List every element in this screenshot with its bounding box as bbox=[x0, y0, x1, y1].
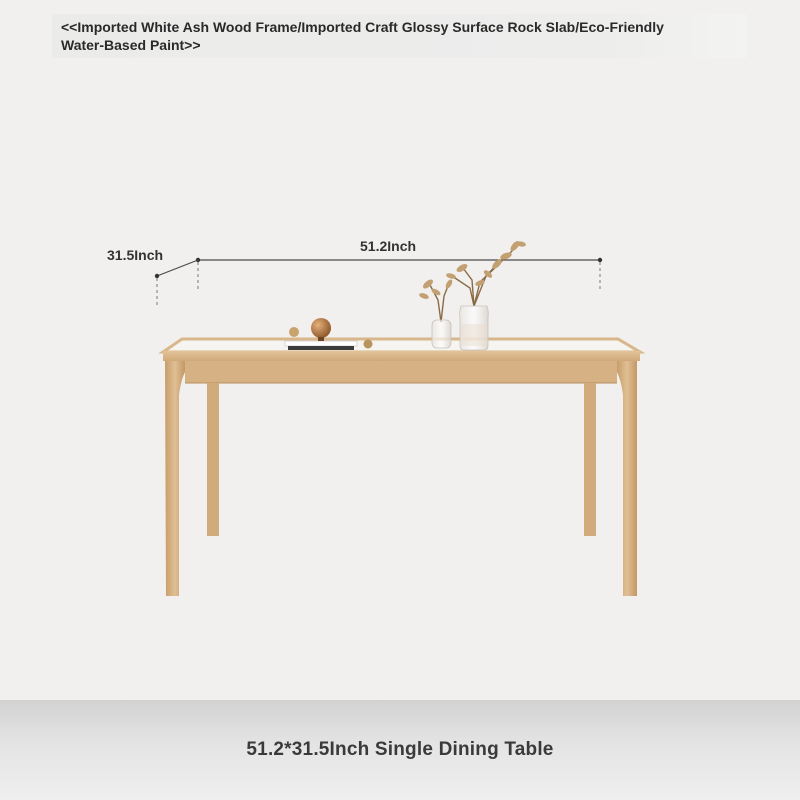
header-material-description: <<Imported White Ash Wood Frame/Imported Craft Glossy Surface Rock Slab/Eco-Friendly Water-Based Paint>> bbox=[61, 19, 664, 53]
table-legs bbox=[165, 361, 637, 596]
product-title: 51.2*31.5Inch Single Dining Table bbox=[246, 739, 554, 760]
width-dimension-label: 51.2Inch bbox=[360, 238, 417, 254]
depth-dimension-label: 31.5Inch bbox=[107, 247, 164, 263]
table-top bbox=[163, 339, 640, 383]
vase-arrangement bbox=[418, 239, 526, 350]
footer-band bbox=[0, 700, 800, 800]
dimension-lines bbox=[155, 258, 602, 306]
